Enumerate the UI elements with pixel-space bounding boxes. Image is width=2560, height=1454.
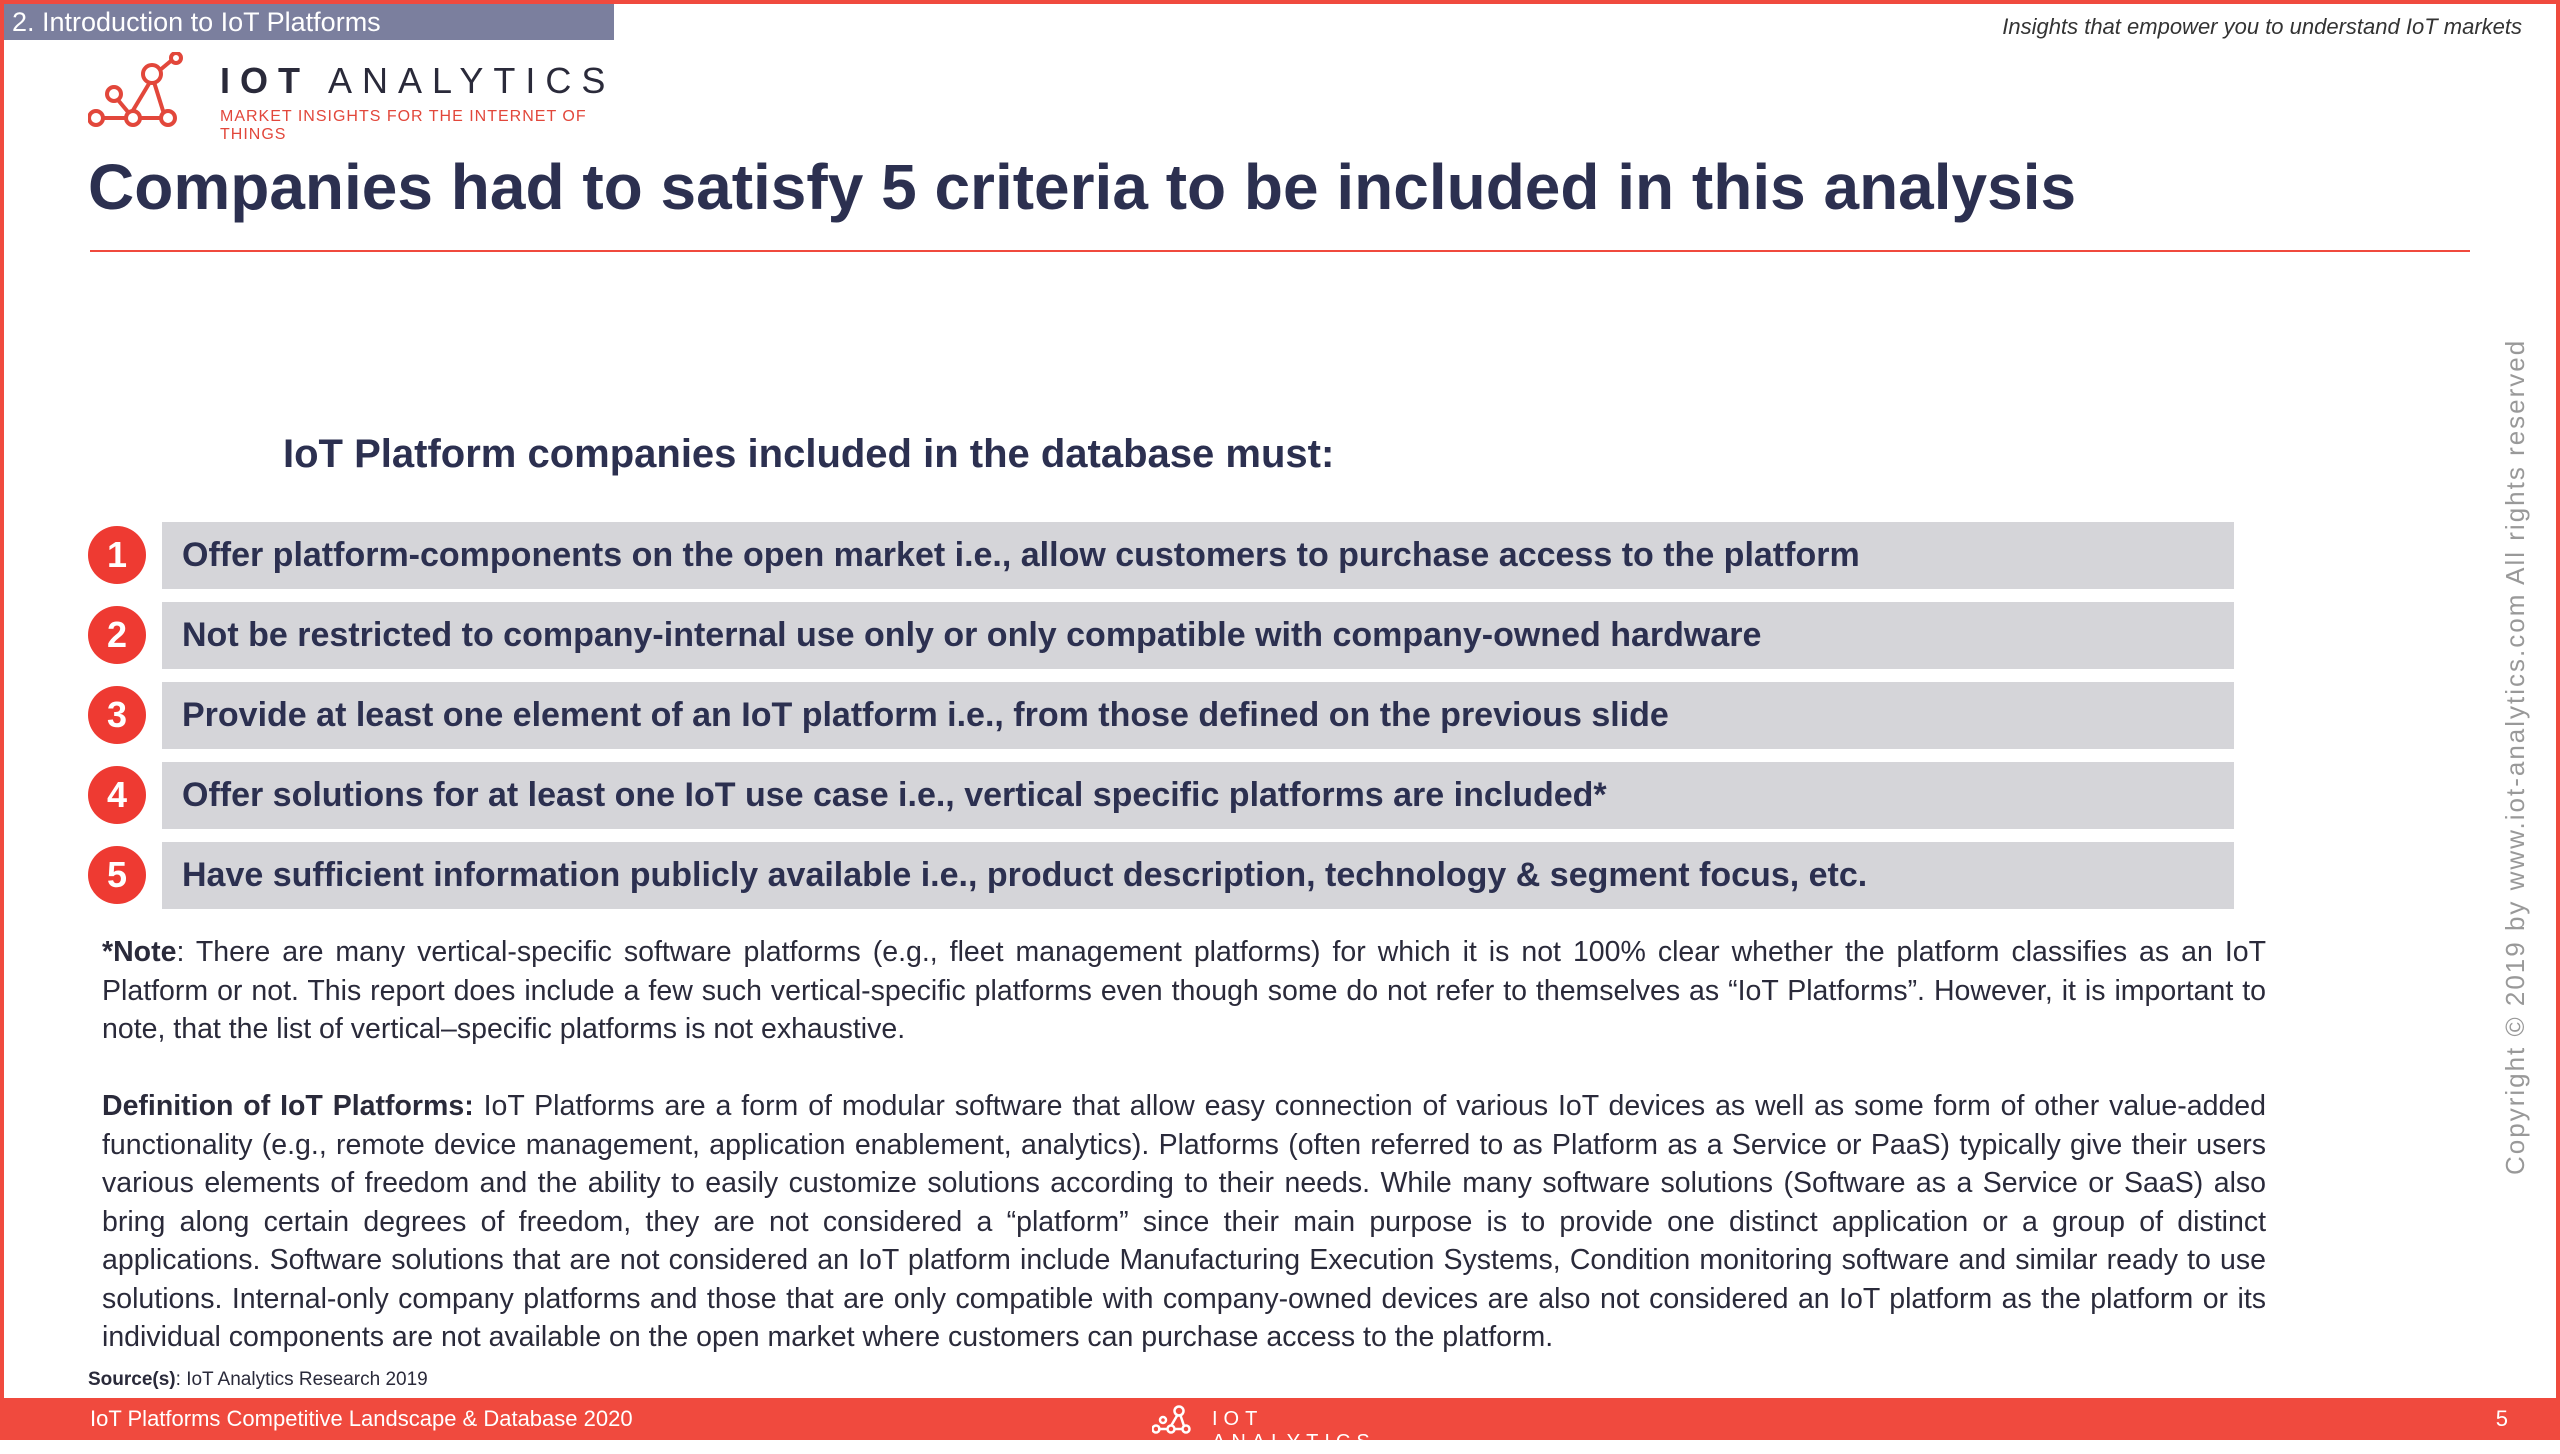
criterion-number-badge: 2 — [88, 606, 146, 664]
note-paragraph — [102, 933, 2266, 1049]
criterion-number-badge: 4 — [88, 766, 146, 824]
criterion-number-badge: 1 — [88, 526, 146, 584]
iot-analytics-logo — [88, 52, 648, 143]
criterion-item — [88, 842, 2234, 909]
logo-word-iot: IOT — [220, 60, 310, 101]
logo-word-analytics: ANALYTICS — [328, 60, 616, 101]
section-tab: 2. Introduction to IoT Platforms — [4, 4, 614, 40]
definition-label: Definition of IoT Platforms: — [102, 1090, 474, 1122]
criterion-text: Offer solutions for at least one IoT use case i.e., vertical specific platforms are included* — [162, 762, 2234, 829]
criterion-item — [88, 762, 2234, 829]
source-citation — [88, 1369, 428, 1391]
note-label: *Note — [102, 936, 177, 968]
page-number: 5 — [2495, 1406, 2508, 1431]
footer-title: IoT Platforms Competitive Landscape & Database 2020 — [90, 1406, 633, 1431]
criterion-text: Provide at least one element of an IoT platform i.e., from those defined on the previous slide — [162, 682, 2234, 749]
definition-text: IoT Platforms are a form of modular software that allow easy connection of various IoT devices as well as some form of other value-added functionality (e.g., remote device management, application enablement, analytics). Platforms (often referred to as Platform as a Service or PaaS) typically give their users various elements of freedom and the ability to easily customize solutions according to their needs. While many software solutions (Software as a Service or SaaS) also bring along certain degrees of freedom, they are not considered a “platform” since their main purpose is to provide one distinct application or a group of distinct applications. Software solutions that are not considered an IoT platform include Manufacturing Execution Systems, Condition monitoring software and similar ready to use solutions. Internal-only company platforms and those that are only compatible with company-owned devices are also not considered an IoT platform as the platform or its individual components are not available on the open market where customers can purchase access to the platform. — [102, 1090, 2267, 1353]
logo-subtitle: MARKET INSIGHTS FOR THE INTERNET OF THINGS — [220, 108, 587, 143]
page-title: Companies had to satisfy 5 criteria to be included in this analysis — [88, 151, 2077, 223]
criterion-item — [88, 682, 2234, 749]
definition-paragraph — [102, 1087, 2266, 1357]
title-divider — [90, 250, 2470, 252]
criterion-text: Have sufficient information publicly available i.e., product description, technology & segment focus, etc. — [162, 842, 2234, 909]
criteria-heading: IoT Platform companies included in the database must: — [283, 432, 1335, 476]
source-label: Source(s) — [88, 1369, 176, 1390]
criterion-number-badge: 5 — [88, 846, 146, 904]
note-text: : There are many vertical-specific software platforms (e.g., fleet management platforms) for which it is not 100% clear whether the platform classifies as an IoT Platform or not. This report does include a few such vertical-specific platforms even though some do not refer to themselves as “IoT Platforms”. However, it is important to note, that the list of vertical–specific platforms is not exhaustive. — [102, 936, 2266, 1045]
source-text: : IoT Analytics Research 2019 — [175, 1369, 428, 1390]
footer-bar — [0, 1398, 2560, 1453]
network-nodes-icon — [1152, 1402, 1202, 1436]
criterion-text: Not be restricted to company-internal use only or only compatible with company-owned hardware — [162, 602, 2234, 669]
footer-logo-wordmark: IOT ANALYTICS — [1212, 1408, 1376, 1453]
criteria-list — [88, 522, 2234, 922]
criterion-item — [88, 602, 2234, 669]
logo-wordmark — [220, 60, 615, 102]
network-nodes-icon — [88, 52, 208, 132]
copyright-notice: Copyright © 2019 by www.iot-analytics.com All rights reserved — [2500, 338, 2530, 1175]
footer-logo — [1152, 1402, 1412, 1453]
criterion-item — [88, 522, 2234, 589]
tagline: Insights that empower you to understand IoT markets — [2002, 14, 2522, 39]
criterion-number-badge: 3 — [88, 686, 146, 744]
criterion-text: Offer platform-components on the open market i.e., allow customers to purchase access to the platform — [162, 522, 2234, 589]
